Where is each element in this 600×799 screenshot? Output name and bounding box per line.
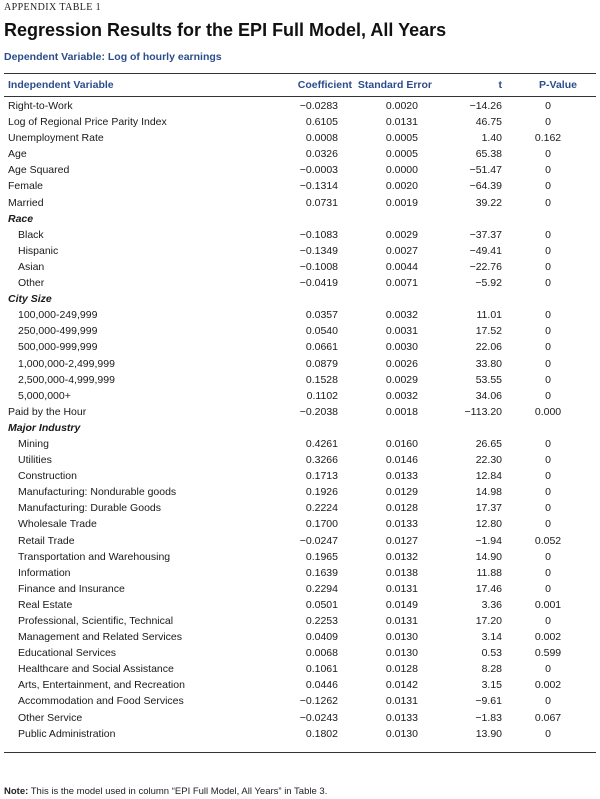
variable-label: 500,000-999,999 [18,341,98,354]
table-row [4,727,596,743]
p-value-cell: 0 [545,615,551,627]
t-stat-cell: 33.80 [475,357,502,370]
t-stat-cell: 11.01 [476,309,502,322]
t-stat-cell: −22.76 [469,260,502,273]
coefficient-cell: 0.2224 [305,502,338,515]
table-row [4,405,596,421]
variable-label: Female [8,180,44,193]
coefficient-cell: 0.1102 [306,389,338,402]
variable-label: Utilities [18,454,52,467]
t-stat-cell: 3.14 [481,631,502,644]
table-row [4,99,596,115]
coefficient-cell: 0.3266 [305,454,338,467]
coefficient-cell: 0.0540 [305,325,338,338]
appendix-label: APPENDIX TABLE 1 [4,2,102,13]
table-row [4,485,596,501]
table-row [4,308,596,324]
coefficient-cell: 0.1639 [305,566,338,579]
standard-error-cell: 0.0131 [385,695,418,708]
table-row [4,469,596,485]
standard-error-cell: 0.0032 [385,309,418,322]
table-row [4,646,596,662]
t-stat-cell: −5.92 [475,277,502,290]
p-value-cell: 0.002 [534,679,562,692]
variable-label: Manufacturing: Durable Goods [18,502,161,515]
table-row [4,582,596,598]
t-stat-cell: 8.28 [481,663,502,676]
variable-label: Other [18,277,45,290]
table-row [4,163,596,179]
coefficient-cell: −0.1008 [299,260,338,273]
standard-error-cell: 0.0044 [385,260,418,273]
t-stat-cell: 17.46 [475,582,502,595]
p-value-cell: 0.002 [534,631,562,644]
p-value-cell: 0 [545,695,551,708]
p-value-cell: 0.052 [534,534,562,547]
p-value-cell: 0 [545,502,551,515]
p-value-cell: 0 [545,389,551,402]
variable-label: Retail Trade [18,534,75,547]
coefficient-cell: 0.0879 [305,357,338,370]
header-standard-error: Standard Error [357,79,432,91]
standard-error-cell: 0.0030 [385,341,418,354]
t-stat-cell: 0.53 [481,647,502,660]
coefficient-cell: 0.6105 [305,116,338,129]
standard-error-cell: 0.0133 [385,711,418,724]
t-stat-cell: 22.06 [475,341,502,354]
table-row [4,662,596,678]
section-header-row [4,421,596,437]
coefficient-cell: 0.0501 [305,598,338,611]
variable-label: 5,000,000+ [18,389,71,402]
table-row [4,244,596,260]
standard-error-cell: 0.0031 [385,325,418,338]
p-value-cell: 0 [545,727,551,740]
p-value-cell: 0 [545,325,551,338]
t-stat-cell: 11.88 [476,566,502,579]
table-subtitle: Dependent Variable: Log of hourly earnings [4,51,222,63]
t-stat-cell: 53.55 [475,373,502,386]
table-row [4,115,596,131]
standard-error-cell: 0.0132 [385,550,418,563]
page-title: Regression Results for the EPI Full Model, All Years [4,20,447,40]
table-row [4,678,596,694]
table-row [4,131,596,147]
section-label: Major Industry [8,421,81,434]
standard-error-cell: 0.0128 [385,502,418,515]
variable-label: Log of Regional Price Parity Index [8,116,167,129]
table-row [4,389,596,405]
t-stat-cell: −113.20 [464,405,502,418]
coefficient-cell: −0.0003 [299,164,338,177]
note-label: Note: [4,786,29,797]
variable-label: Public Administration [18,727,116,740]
variable-label: Age Squared [8,164,70,177]
table-row [4,260,596,276]
standard-error-cell: 0.0127 [385,534,418,547]
table-row [4,517,596,533]
table-row [4,179,596,195]
p-value-cell: 0.001 [534,598,562,611]
variable-label: Construction [18,470,77,483]
table-row [4,630,596,646]
p-value-cell: 0 [545,196,551,209]
standard-error-cell: 0.0029 [385,228,418,241]
header-p-value: P-Value [539,79,577,91]
t-stat-cell: 22.30 [475,454,502,467]
variable-label: Management and Related Services [18,631,183,644]
coefficient-cell: 0.0357 [305,309,338,322]
coefficient-cell: −0.1314 [299,180,338,193]
coefficient-cell: 0.1713 [305,470,338,483]
t-stat-cell: 46.75 [475,116,502,129]
table-row [4,598,596,614]
standard-error-cell: 0.0026 [385,357,418,370]
standard-error-cell: 0.0133 [385,518,418,531]
p-value-cell: 0.162 [534,132,562,145]
t-stat-cell: 1.40 [481,132,502,145]
coefficient-cell: −0.2038 [299,405,338,418]
variable-label: Manufacturing: Nondurable goods [18,486,177,499]
coefficient-cell: 0.0446 [305,679,338,692]
variable-label: Wholesale Trade [18,518,97,531]
p-value-cell: 0.000 [534,405,562,418]
variable-label: Married [8,196,44,209]
t-stat-cell: 14.90 [475,550,502,563]
p-value-cell: 0 [545,357,551,370]
variable-label: 100,000-249,999 [18,309,98,322]
standard-error-cell: 0.0128 [385,663,418,676]
p-value-cell: 0 [545,260,551,273]
t-stat-cell: 17.52 [475,325,502,338]
t-stat-cell: 14.98 [475,486,502,499]
standard-error-cell: 0.0149 [385,598,418,611]
standard-error-cell: 0.0131 [385,582,418,595]
table-row [4,276,596,292]
t-stat-cell: 17.20 [475,615,502,627]
p-value-cell: 0 [545,228,551,241]
variable-label: 2,500,000-4,999,999 [18,373,115,386]
standard-error-cell: 0.0019 [385,196,418,209]
t-stat-cell: 39.22 [475,196,502,209]
coefficient-cell: 0.0731 [305,196,338,209]
coefficient-cell: −0.0247 [299,534,338,547]
t-stat-cell: 12.80 [475,518,502,531]
t-stat-cell: 34.06 [475,389,502,402]
standard-error-cell: 0.0029 [385,373,418,386]
table-row [4,196,596,212]
variable-label: Unemployment Rate [8,132,104,145]
standard-error-cell: 0.0142 [385,679,418,692]
coefficient-cell: 0.4261 [305,437,338,450]
t-stat-cell: −49.41 [469,244,502,257]
standard-error-cell: 0.0138 [385,566,418,579]
table-row [4,501,596,517]
coefficient-cell: 0.2294 [305,582,338,595]
p-value-cell: 0 [545,309,551,322]
variable-label: 250,000-499,999 [18,325,98,338]
standard-error-cell: 0.0020 [385,180,418,193]
t-stat-cell: −14.26 [469,100,502,112]
p-value-cell: 0 [545,582,551,595]
section-header-row [4,212,596,228]
p-value-cell: 0 [545,277,551,290]
variable-label: Other Service [18,711,83,724]
variable-label: Transportation and Warehousing [18,550,171,563]
coefficient-cell: 0.1700 [305,518,338,531]
p-value-cell: 0 [545,116,551,129]
t-stat-cell: 13.90 [475,727,502,740]
header-t: t [498,79,502,91]
coefficient-cell: 0.0008 [305,132,338,145]
coefficient-cell: 0.0326 [305,148,338,161]
table-row [4,453,596,469]
table-note [4,786,327,797]
coefficient-cell: −0.0419 [299,277,338,290]
p-value-cell: 0.067 [534,711,562,724]
coefficient-cell: 0.1926 [305,486,338,499]
variable-label: Black [18,228,44,241]
p-value-cell: 0 [545,148,551,161]
p-value-cell: 0 [545,341,551,354]
p-value-cell: 0 [545,486,551,499]
variable-label: Healthcare and Social Assistance [18,663,174,676]
standard-error-cell: 0.0005 [385,148,418,161]
p-value-cell: 0 [545,566,551,579]
p-value-cell: 0 [545,454,551,467]
t-stat-cell: −9.61 [475,695,502,708]
header-coefficient: Coefficient [297,79,352,91]
coefficient-cell: −0.1262 [299,695,338,708]
variable-label: Finance and Insurance [18,582,125,595]
t-stat-cell: 3.15 [481,679,502,692]
table-row [4,373,596,389]
p-value-cell: 0 [545,470,551,483]
standard-error-cell: 0.0146 [385,454,418,467]
table-row [4,614,596,630]
coefficient-cell: 0.1802 [305,727,338,740]
coefficient-cell: 0.0068 [305,647,338,660]
variable-label: Paid by the Hour [8,405,87,418]
table-header [4,73,596,97]
standard-error-cell: 0.0131 [385,615,418,627]
p-value-cell: 0 [545,437,551,450]
standard-error-cell: 0.0005 [385,132,418,145]
note-text: This is the model used in column “EPI Full Model, All Years” in Table 3. [30,786,328,797]
standard-error-cell: 0.0133 [385,470,418,483]
coefficient-cell: 0.0409 [305,631,338,644]
t-stat-cell: −37.37 [469,228,502,241]
t-stat-cell: −1.94 [475,534,502,547]
p-value-cell: 0 [545,663,551,676]
standard-error-cell: 0.0027 [385,244,418,257]
header-independent-variable: Independent Variable [8,79,114,91]
t-stat-cell: −64.39 [469,180,502,193]
table-row [4,357,596,373]
standard-error-cell: 0.0032 [385,389,418,402]
p-value-cell: 0 [545,100,551,112]
table-row [4,437,596,453]
variable-label: Arts, Entertainment, and Recreation [18,679,185,692]
table-row [4,324,596,340]
coefficient-cell: 0.1965 [305,550,338,563]
t-stat-cell: −51.47 [469,164,502,177]
p-value-cell: 0 [545,164,551,177]
variable-label: Professional, Scientific, Technical [18,615,174,627]
p-value-cell: 0 [545,518,551,531]
variable-label: Real Estate [18,598,73,611]
table-row [4,711,596,727]
standard-error-cell: 0.0129 [385,486,418,499]
coefficient-cell: 0.1061 [305,663,338,676]
table-bottom-rule [4,752,596,753]
standard-error-cell: 0.0130 [385,727,418,740]
coefficient-cell: 0.1528 [305,373,338,386]
standard-error-cell: 0.0130 [385,647,418,660]
table-row [4,228,596,244]
standard-error-cell: 0.0071 [385,277,418,290]
standard-error-cell: 0.0018 [385,405,418,418]
table-body [4,99,596,743]
table-row [4,694,596,710]
t-stat-cell: 65.38 [475,148,502,161]
standard-error-cell: 0.0131 [385,116,418,129]
variable-label: Asian [18,260,45,273]
t-stat-cell: 26.65 [475,437,502,450]
p-value-cell: 0 [545,244,551,257]
section-header-row [4,292,596,308]
t-stat-cell: 3.36 [481,598,502,611]
p-value-cell: 0 [545,550,551,563]
coefficient-cell: 0.0661 [305,341,338,354]
p-value-cell: 0 [545,180,551,193]
standard-error-cell: 0.0000 [385,164,418,177]
coefficient-cell: 0.2253 [305,615,338,627]
standard-error-cell: 0.0020 [385,100,418,112]
t-stat-cell: 17.37 [475,502,502,515]
section-label: Race [8,212,34,225]
p-value-cell: 0.599 [534,647,562,660]
coefficient-cell: −0.1349 [299,244,338,257]
variable-label: Right-to-Work [8,100,73,112]
variable-label: Hispanic [18,244,59,257]
variable-label: 1,000,000-2,499,999 [18,357,115,370]
section-label: City Size [8,293,52,306]
table-row [4,566,596,582]
table-row [4,147,596,163]
coefficient-cell: −0.0243 [299,711,338,724]
coefficient-cell: −0.0283 [299,100,338,112]
variable-label: Educational Services [18,647,117,660]
variable-label: Information [18,566,71,579]
table-row [4,340,596,356]
variable-label: Mining [18,437,49,450]
variable-label: Accommodation and Food Services [18,695,184,708]
standard-error-cell: 0.0160 [385,437,418,450]
t-stat-cell: 12.84 [475,470,502,483]
t-stat-cell: −1.83 [475,711,502,724]
variable-label: Age [8,148,27,161]
p-value-cell: 0 [545,373,551,386]
coefficient-cell: −0.1083 [299,228,338,241]
table-row [4,550,596,566]
table-row [4,534,596,550]
standard-error-cell: 0.0130 [385,631,418,644]
